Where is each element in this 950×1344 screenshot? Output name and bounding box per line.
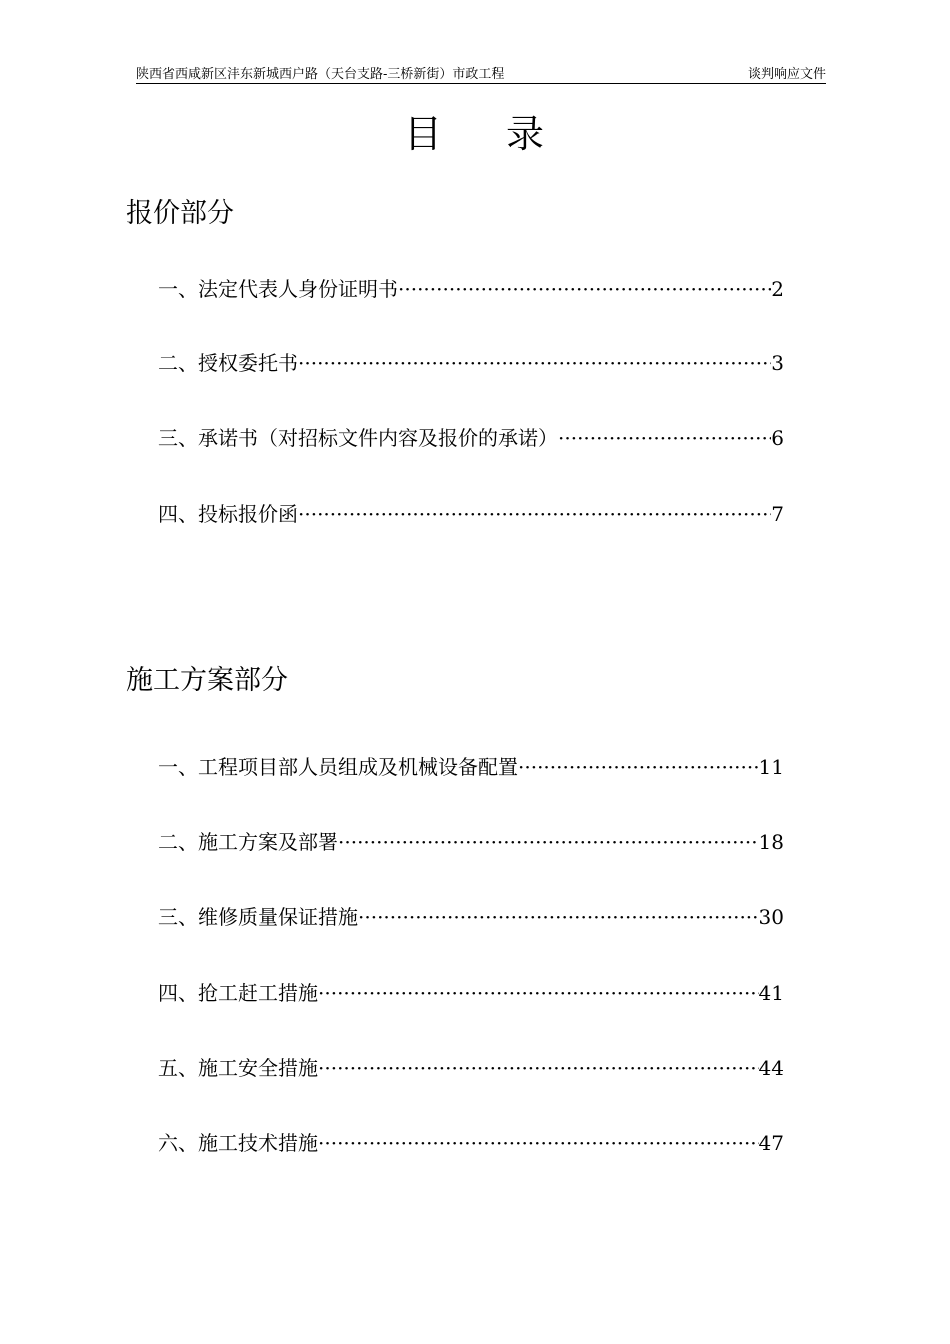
- toc-entry-page: 18: [758, 830, 784, 854]
- dot-leader: [318, 1054, 759, 1082]
- toc-title: [0, 110, 950, 158]
- dot-leader: [398, 275, 771, 303]
- toc-entry-label: 四、投标报价函: [158, 502, 298, 526]
- toc-entry[interactable]: [158, 979, 784, 1007]
- toc-title-char-2: 录: [506, 112, 547, 156]
- toc-entry-label: 二、施工方案及部署: [158, 830, 338, 854]
- toc-entry[interactable]: [158, 500, 784, 528]
- toc-entry[interactable]: [158, 424, 784, 452]
- dot-leader: [338, 828, 759, 856]
- dot-leader: [318, 979, 759, 1007]
- toc-title-char-1: 目: [403, 112, 444, 156]
- toc-entry[interactable]: [158, 828, 784, 856]
- toc-entry-page: 6: [771, 426, 784, 450]
- toc-entry-label: 四、抢工赶工措施: [158, 981, 318, 1005]
- toc-entry[interactable]: [158, 1054, 784, 1082]
- toc-entry-label: 二、授权委托书: [158, 351, 298, 375]
- toc-entry-label: 五、施工安全措施: [158, 1056, 318, 1080]
- toc-entry-label: 一、工程项目部人员组成及机械设备配置: [158, 755, 518, 779]
- toc-entry[interactable]: [158, 903, 784, 931]
- dot-leader: [298, 349, 771, 377]
- toc-entry-page: 3: [771, 351, 784, 375]
- toc-entry-label: 三、维修质量保证措施: [158, 905, 358, 929]
- toc-entry-label: 六、施工技术措施: [158, 1131, 318, 1155]
- toc-entry-page: 2: [771, 277, 784, 301]
- toc-entry[interactable]: [158, 753, 784, 781]
- toc-entry[interactable]: [158, 1129, 784, 1157]
- toc-entry[interactable]: [158, 349, 784, 377]
- section-title-construction-plan: 施工方案部分: [126, 665, 288, 696]
- toc-entry-label: 三、承诺书（对招标文件内容及报价的承诺）: [158, 426, 558, 450]
- toc-entry-page: 47: [758, 1131, 784, 1155]
- header-document-type: 谈判响应文件: [747, 67, 826, 82]
- toc-entry-page: 7: [771, 502, 784, 526]
- header-project-name: 陕西省西咸新区沣东新城西户路（天台支路-三桥新街）市政工程: [136, 67, 505, 82]
- dot-leader: [298, 500, 771, 528]
- toc-entry-page: 11: [758, 755, 784, 779]
- dot-leader: [518, 753, 759, 781]
- toc-entry-page: 44: [758, 1056, 784, 1080]
- dot-leader: [358, 903, 759, 931]
- dot-leader: [558, 424, 771, 452]
- section-title-quotation: 报价部分: [126, 198, 234, 229]
- toc-entry-label: 一、法定代表人身份证明书: [158, 277, 398, 301]
- toc-entry-page: 41: [758, 981, 784, 1005]
- page-header: [136, 66, 826, 84]
- toc-entry[interactable]: [158, 275, 784, 303]
- toc-entry-page: 30: [758, 905, 784, 929]
- dot-leader: [318, 1129, 759, 1157]
